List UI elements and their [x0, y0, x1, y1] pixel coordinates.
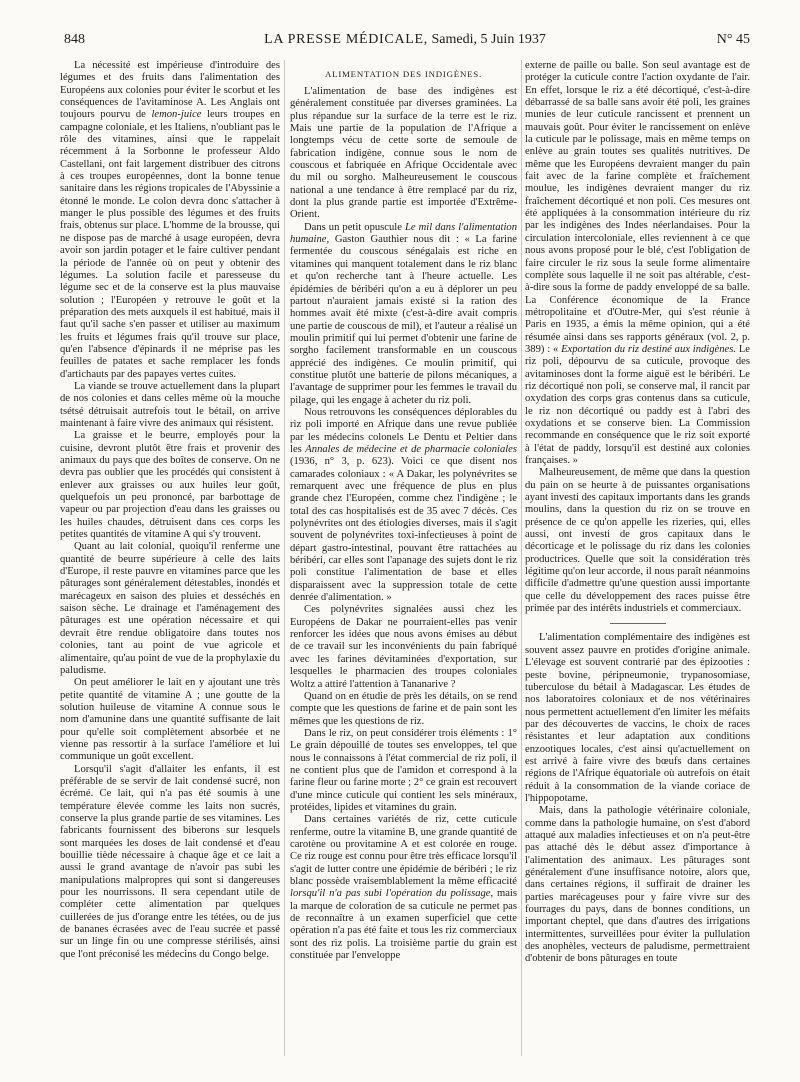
article-section — [60, 60, 280, 961]
paragraph — [290, 222, 517, 407]
text-run: Dans certaines variétés de riz, cette cuticule renferme, outre la vitamine B, une grande quantité de carotène ou provitamine A et est colorée en rouge. Ce riz rouge est connu pour être très efficace lorsqu'il s'agit de lutter contre une épidémie de béribéri ; le riz blanc possède vraisemblablement la même efficacité — [290, 814, 517, 887]
paragraph — [525, 60, 750, 467]
italic-text: Exportation du riz destiné aux indigènes. — [561, 343, 737, 355]
text-run: , mais la marque de coloration de sa cuticule ne permet pas de reconnaître à un examen superficiel que cette opération n'a pas été faite et tous les riz commerciaux sont des riz polis. La troisième partie du grain est constituée par l'enveloppe — [290, 888, 517, 962]
paragraph — [290, 86, 517, 222]
text-run: La nécessité est impérieuse d'introduire des légumes et des fruits dans l'alimentation des Européens aux colonies pour éviter le scorbut et les conséquences de l'avitaminose A. Les Anglais ont toujours pourvu de — [60, 60, 280, 121]
article-section — [525, 60, 750, 615]
paragraph — [60, 541, 280, 677]
paragraph — [290, 604, 517, 690]
masthead — [60, 31, 750, 49]
text-run: La viande se trouve actuellement dans la plupart de nos colonies et dans celles même où la mouche tsétsé détruisait autrefois tout le bétail, on arrive maintenant à faire vivre des animaux qui résistent. — [60, 380, 280, 429]
text-run: leurs troupes en campagne coloniale, et les Italiens, n'oubliant pas le rôle des vitamines, ainsi que le rappelait récemment à la Sorbonne le professeur Aldo Castellani, ont fait largement distribuer des citrons à ces troupes européennes, dont la bonne tenue sanitaire dans les régions tropicales de l'Abyssinie a étonné le monde. Le colon devra donc s'attacher à manger le plus possible des légumes et des fruits frais, obtenus sur place. L'homme de la brousse, qui ne dispose pas de marché à usage européen, devra avoir son jardin potager et le faire cultiver pendant la période de l'année où on peut y obtenir des légumes. La solution facile et paresseuse du légume sec et de la conserve est la plus mauvaise solution ; l'Européen y retrouve le goût et la préparation des mets auxquels il est habitué, mais il faut qu'il sache s'en passer et utiliser au maximum les fruits et légumes frais qu'il trouve sur place, qu'en l'absence d'épinards il ne méprise pas les feuilles de patates et sache remplacer les fonds d'artichauts par des papayes vertes cuites. — [60, 109, 280, 380]
paragraph — [60, 764, 280, 962]
paragraph — [525, 467, 750, 615]
italic-text: lorsqu'il n'a pas subi l'opération du polissage — [290, 888, 491, 900]
journal-title: LA PRESSE MÉDICALE, — [264, 32, 428, 47]
paragraph — [290, 691, 517, 728]
paragraph — [525, 632, 750, 805]
text-run: Nous retrouvons les conséquences déplorables du riz poli importé en Afrique dans une revue publiée par les médecins colonels Le Dentu et Peltier dans les — [290, 406, 517, 455]
issue-date: Samedi, 5 Juin 1937 — [431, 32, 546, 47]
text-run: On peut améliorer le lait en y ajoutant une très petite quantité de vitamine A ; une goutte de la solution huileuse de vitamine A connue sous le nom d'amunine dans une quantité suffisante de lait pour qu'elle soit complètement absorbée et ne vienne pas ressortir à la surface l'améliore et lui communique un goût excellent. — [60, 677, 280, 763]
text-run: Quant au lait colonial, quoiqu'il renferme une quantité de beurre supérieure à celle des laits d'Europe, il reste pauvre en vitamines parce que les pâturages sont généralement détestables, inondés et marécageux en saison des pluies et desséchés en saison sèche. Le drainage et l'aménagement des pâturages est une opération nécessaire et qui devrait être rendue obligatoire dans toutes nos colonies, tant au point de vue agricole et alimentaire, qu'au point de vue de la prophylaxie du paludisme. — [60, 541, 280, 676]
paragraph — [290, 814, 517, 962]
column-3 — [525, 60, 750, 1056]
text-run: Lorsqu'il s'agit d'allaiter les enfants, il est préférable de se servir de lait condensé sucré, non écrémé. Ce lait, qui n'a pas été soumis à une température élevée comme les laits non sucrés, conserve la plus grande partie de ses vitamines. Les fabricants fournissent des biberons sur lesquels sont marquées les doses de lait condensé et d'eau bouillie tiède nécessaire à chaque âge et ce lait a aussi le grand avantage de n'avoir pas subi les manipulations malpropres qui sont si dangereuses pour les nourrissons. Il sera cependant utile de compléter cette alimentation par quelques cuillerées de jus d'orange entre les tétées, ou de jus de bananes écrasées avec de l'eau sucrée et passé sur un linge fin ou une compresse stérilisés, ainsi que l'ont préconisé les médecins du Congo belge. — [60, 763, 280, 960]
paragraph — [290, 407, 517, 605]
paragraph — [60, 430, 280, 541]
text-run: La graisse et le beurre, employés pour la cuisine, devront plutôt être frais et provenir des animaux du pays que des boîtes de conserve. On ne devra pas oublier que les procédés qui consistent à enlever aux graisses ou aux huiles leur goût, quelquefois un peu prononcé, par barbottage de vapeur ou par projection d'eau dans les graisses ou les huiles chaudes, détruisent dans ces corps les petites quantités de vitamine A qui s'y trouvent. — [60, 430, 280, 541]
text-run: externe de paille ou balle. Son seul avantage est de protéger la cuticule contre l'action oxydante de l'air. En effet, lorsque le riz a été décortiqué, c'est-à-dire débarrassé de sa balle sans avoir été poli, les graines munies de leur cuticule rancissent et prennent un mauvais goût. Pour éviter le rancissement on enlève la cuticule par le polissage, mais en même temps on enlève au grain toutes ses qualités nutritives. De même que les Européens devraient manger du pain fait avec de la farine complète et fraîchement moulue, les indigènes devraient manger du riz fraîchement décortiqué et non poli. Ces mesures ont été appliquées à la consommation intérieure du riz par les indigènes des Indes néerlandaises. Pour la circulation intercoloniale, elles reviennent à ce que nous avons proposé pour le blé, c'est l'obligation de faire circuler le riz sous la seule forme alimentaire complète sous laquelle il ne soit pas altérable, c'est-à-dire sous la forme de paddy enveloppé de sa balle. La Conférence économique de la France métropolitaine et d'Outre-Mer, qui s'est réunie à Paris en 1935, a émis la même opinion, qui a été résumée ainsi dans ses rapports généraux (vol. 2, p. 389) : « — [525, 60, 750, 355]
paragraph — [60, 60, 280, 381]
text-run: Malheureusement, de même que dans la question du pain on se heurte à de puissantes organisations ayant investi des capitaux importants dans les grands moulins, dans la question du riz on se trouve en présence de ce qu'on appelle les rizeries, qui, elles aussi, ont investi de gros capitaux dans le décorticage et le polissage du riz dans les colonies productrices. Quelle que soit la considération très légitime qu'on leur accorde, il nous paraît néanmoins difficile d'admettre qu'une question aussi importante que celle du développement des races puisse être primée par des intérêts industriels et commerciaux. — [525, 467, 750, 615]
article-section — [525, 632, 750, 965]
italic-text: Annales de médecine et de pharmacie coloniales — [305, 443, 517, 455]
text-run: Dans un petit opuscule — [304, 221, 405, 233]
text-run: Le riz poli, dépourvu de sa cuticule, provoque des avitaminoses dont la forme aiguë est le béribéri. Le riz décortiqué non poli, se conserve mal, il rancit par oxydation des corps gras contenus dans sa cuticule, le riz non décortiqué ou paddy est à l'abri des oxydations et se conserve bien. La Commission recommande en conséquence que le riz soit exporté à l'état de paddy, lorsqu'il est destiné aux colonies françaises. » — [525, 343, 750, 466]
column-1 — [60, 60, 280, 1056]
paragraph — [525, 805, 750, 965]
column-divider — [521, 60, 522, 1056]
issue-number: N° 45 — [716, 32, 750, 47]
paragraph — [60, 677, 280, 763]
running-header — [60, 31, 750, 49]
text-run: Mais, dans la pathologie vétérinaire coloniale, comme dans la pathologie humaine, on s'est d'abord attaqué aux maladies infectieuses et on n'a peut-être pas attaché dès le début assez d'importance à l'alimentation des animaux. Les pâturages sont généralement d'une insuffisance notoire, alors que, dans certaines régions, il suffirait de drainer les parties marécageuses pour y faire vivre sur des fourrages du pays, dans de bonnes conditions, un important cheptel, que dans d'autres des irrigations intermittentes, surveillées pour éviter la pullulation des anophèles, vecteurs de paludisme, permettraient d'obtenir de bons pâturages en toute — [525, 805, 750, 965]
article-section — [290, 68, 517, 962]
text-run: (1936, n° 3, p. 623). Voici ce que disent nos camarades coloniaux : « A Dakar, les polynévrites se remarquent avec une fréquence de plus en plus grande chez l'Européen, comme chez l'indigène ; le total des cas hospitalisés est de 35 avec 7 décès. Ces polynévrites ont des étiologies diverses, mais il s'agit souvent de polynévrites toxi-infectieuses à point de départ gastro-intestinal, pouvant être rattachées au béribéri, car elles sont l'apanage des sujets dont le riz poli constitue l'alimentation de base et elles disparaissent avec la suppression totale de cette denrée d'alimentation. » — [290, 456, 517, 604]
text-run: L'alimentation complémentaire des indigènes est souvent assez pauvre en protides d'origine animale. L'élevage est souvent contrarié par des épizooties : peste bovine, péripneumonie, trypanosomiase, tuberculose du bétail à Madagascar. Les études de nos laboratoires coloniaux et de nos vétérinaires nous permettent actuellement d'en limiter les méfaits par des découvertes de vaccins, le choix de races résistantes et leur adaptation aux conditions enzootiques locales, c'est ainsi qu'actuellement on est arrivé à faire vivre des bœufs dans certaines régions de l'Afrique équatoriale où autrefois on était réduit à la consommation de la viande coriace de l'hippopotame. — [525, 632, 750, 804]
paragraph — [60, 381, 280, 430]
text-run: Ces polynévrites signalées aussi chez les Européens de Dakar ne pourraient-elles pas venir renforcer les idées que nous avons émises au début de ce travail sur les inconvénients du pain fabriqué avec les farines dévitaminées d'exportation, sur lesquelles le pharmacien des troupes coloniales Woltz a attiré l'attention à Tananarive ? — [290, 604, 517, 690]
section-divider — [610, 623, 666, 624]
italic-text: Le mil dans l'alimentation humaine — [290, 221, 517, 246]
text-run: , Gaston Gauthier nous dit : « La farine fermentée du couscous sénégalais est riche en vitamines qui manquent totalement dans le riz blanc et qu'on recherche tant à l'heure actuelle. Les épidémies de béribéri qu'on a eu à déplorer un peu partout n'auraient jamais existé si la ration des hommes avait été mixte (c'est-à-dire avait compris une partie de couscous de mil), et l'auteur a réalisé un moulin primitif qui lui permet d'obtenir une farine de sorgho facilement transformable en un couscous apprécié des indigènes. Ce moulin primitif, qui constitue plutôt une batterie de pilons mécaniques, a l'avantage de supprimer pour les femmes le travail du pilage, qui les engage à acheter du riz poli. — [290, 234, 517, 406]
italic-text: lemon-juice — [151, 109, 202, 121]
text-run: Quand on en étudie de près les détails, on se rend compte que les questions de farine et de pain sont les mêmes que les questions de riz. — [290, 690, 517, 727]
text-run: L'alimentation de base des indigènes est généralement constituée par diverses graminées. La plus répandue sur la surface de la terre est le riz. Mais une partie de la population de l'Afrique a longtemps vécu de cette sorte de semoule de fabrication indigène, connue sous le nom de couscous et fabriquée en Afrique Occidentale avec du mil ou sorgho. Malheureusement le couscous national a une tendance à être remplacé par du riz, dont la plus grande partie est importée d'Extrême-Orient. — [290, 86, 517, 221]
section-heading: ALIMENTATION DES INDIGÈNES. — [325, 69, 482, 79]
column-divider — [284, 60, 285, 1056]
page-number: 848 — [64, 32, 85, 47]
column-2 — [290, 60, 517, 1056]
paragraph — [290, 728, 517, 814]
text-run: Dans le riz, on peut considérer trois éléments : 1° Le grain dépouillé de toutes ses enveloppes, tel que nous le connaissons à l'état commercial de riz poli, il ne contient plus que de l'amidon et correspond à la farine fleur ou farine morte ; 2° ce grain est recouvert d'une mince cuticule qui contient les sels minéraux, protéides, lipides et vitamines du grain. — [290, 727, 517, 813]
